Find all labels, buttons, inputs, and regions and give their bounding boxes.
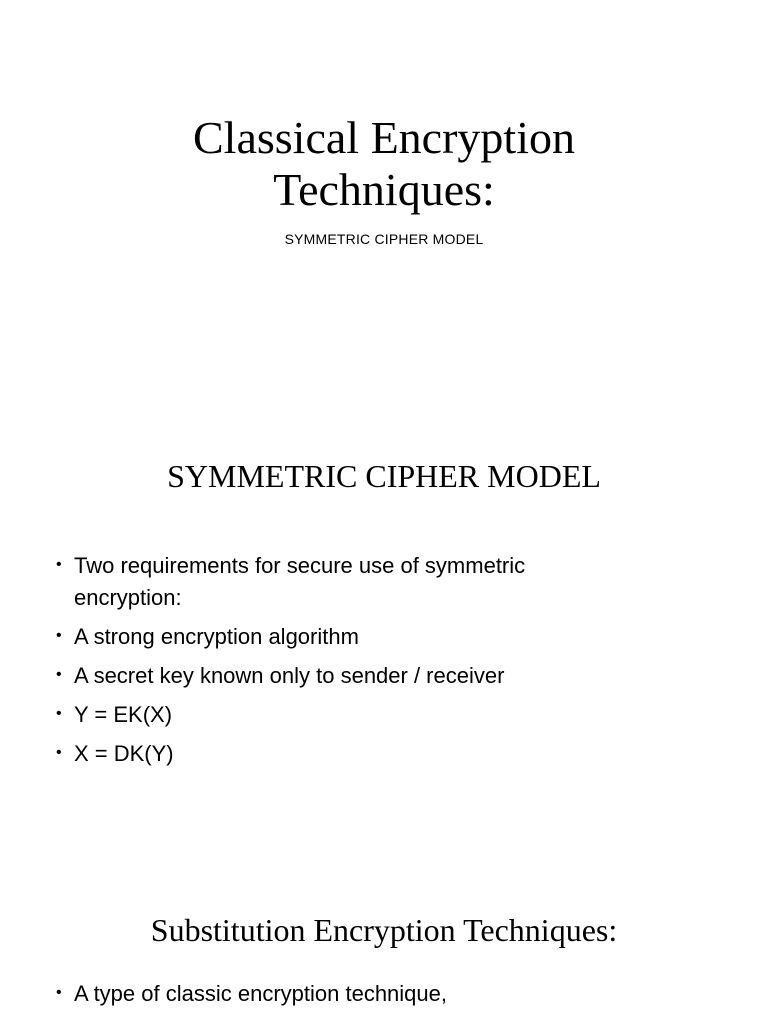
slide-2-bullet-list [56, 550, 696, 777]
bullet-text-continuation: encryption: [74, 585, 182, 610]
slide-1-title-line-1: Classical Encryption [193, 112, 575, 163]
list-item [56, 621, 696, 653]
bullet-text: A strong encryption algorithm [74, 624, 359, 649]
bullet-icon: • [56, 627, 62, 644]
list-item [56, 550, 696, 614]
slide-3-bullet-list [56, 978, 716, 1010]
bullet-text: Two requirements for secure use of symmetric [74, 553, 526, 578]
list-item [56, 699, 696, 731]
bullet-icon: • [56, 744, 62, 761]
list-item [56, 738, 696, 770]
bullet-text: Y = EK(X) [74, 702, 173, 727]
list-item [56, 978, 716, 1010]
bullet-text: A type of classic encryption technique, [74, 981, 447, 1006]
slide-3-title: Substitution Encryption Techniques: [150, 912, 618, 948]
slide-1-title-line-2: Techniques: [273, 164, 495, 215]
bullet-text: A secret key known only to sender / receiver [74, 663, 505, 688]
slide-1-subtitle: SYMMETRIC CIPHER MODEL [284, 231, 484, 247]
bullet-icon: • [56, 556, 62, 573]
bullet-icon: • [56, 666, 62, 683]
bullet-text: X = DK(Y) [74, 741, 174, 766]
slide-2-title: SYMMETRIC CIPHER MODEL [167, 458, 601, 494]
slide-1-title [0, 112, 768, 216]
bullet-icon: • [56, 705, 62, 722]
bullet-icon: • [56, 984, 62, 1001]
list-item [56, 660, 696, 692]
